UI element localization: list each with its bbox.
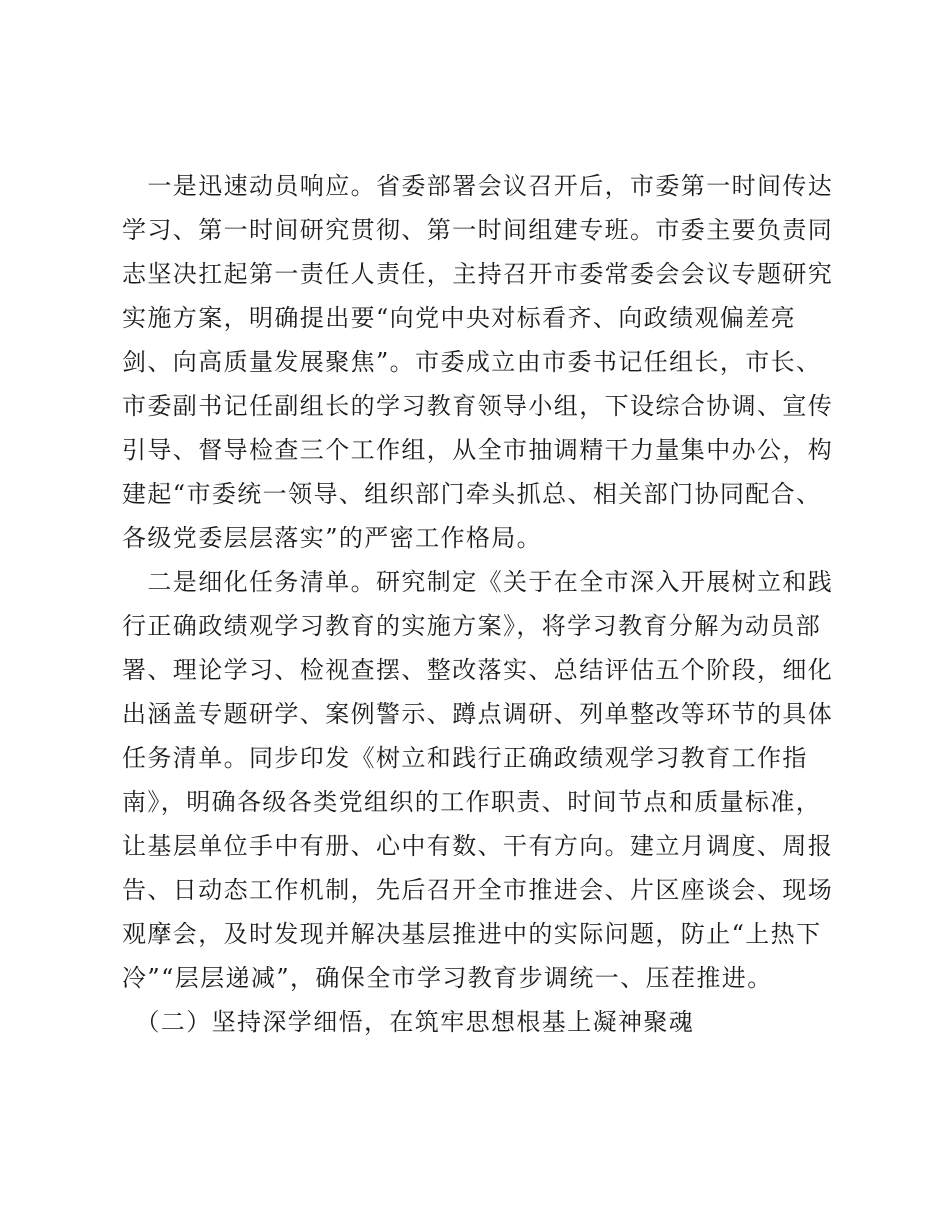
text-line: 建起“市委统一领导、组织部门牵头抓总、相关部门协同配合、 [122, 480, 822, 508]
text-line: 观摩会，及时发现并解决基层推进中的实际问题，防止“上热下 [122, 920, 822, 948]
text-line: 剑、向高质量发展聚焦”。市委成立由市委书记任组长，市长、 [122, 348, 822, 376]
text-line: 市委副书记任副组长的学习教育领导小组，下设综合协调、宣传 [122, 392, 834, 420]
text-line: 署、理论学习、检视查摆、整改落实、总结评估五个阶段，细化 [122, 656, 834, 684]
text-line: 冷”“层层递减”，确保全市学习教育步调统一、压茬推进。 [122, 964, 773, 992]
text-line: 让基层单位手中有册、心中有数、干有方向。建立月调度、周报 [122, 832, 834, 860]
text-line: 行正确政绩观学习教育的实施方案》，将学习教育分解为动员部 [122, 612, 822, 640]
text-line: 学习、第一时间研究贯彻、第一时间组建专班。市委主要负责同 [122, 216, 834, 244]
text-line: 出涵盖专题研学、案例警示、蹲点调研、列单整改等环节的具体 [122, 700, 834, 728]
text-line: 南》，明确各级各类党组织的工作职责、时间节点和质量标准， [122, 788, 822, 816]
text-line: 各级党委层层落实”的严密工作格局。 [122, 524, 543, 552]
text-line: 一是迅速动员响应。省委部署会议召开后，市委第一时间传达 [122, 172, 834, 200]
text-line: 引导、督导检查三个工作组，从全市抽调精干力量集中办公，构 [122, 436, 834, 464]
text-line: 实施方案，明确提出要“向党中央对标看齐、向政绩观偏差亮 [122, 304, 797, 332]
section-heading: （二）坚持深学细悟，在筑牢思想根基上凝神聚魂 [122, 1008, 695, 1036]
text-line: 告、日动态工作机制，先后召开全市推进会、片区座谈会、现场 [122, 876, 834, 904]
text-line: 志坚决扛起第一责任人责任，主持召开市委常委会会议专题研究 [122, 260, 834, 288]
text-line: 任务清单。同步印发《树立和践行正确政绩观学习教育工作指 [122, 744, 808, 772]
text-line: 二是细化任务清单。研究制定《关于在全市深入开展树立和践 [122, 568, 834, 596]
